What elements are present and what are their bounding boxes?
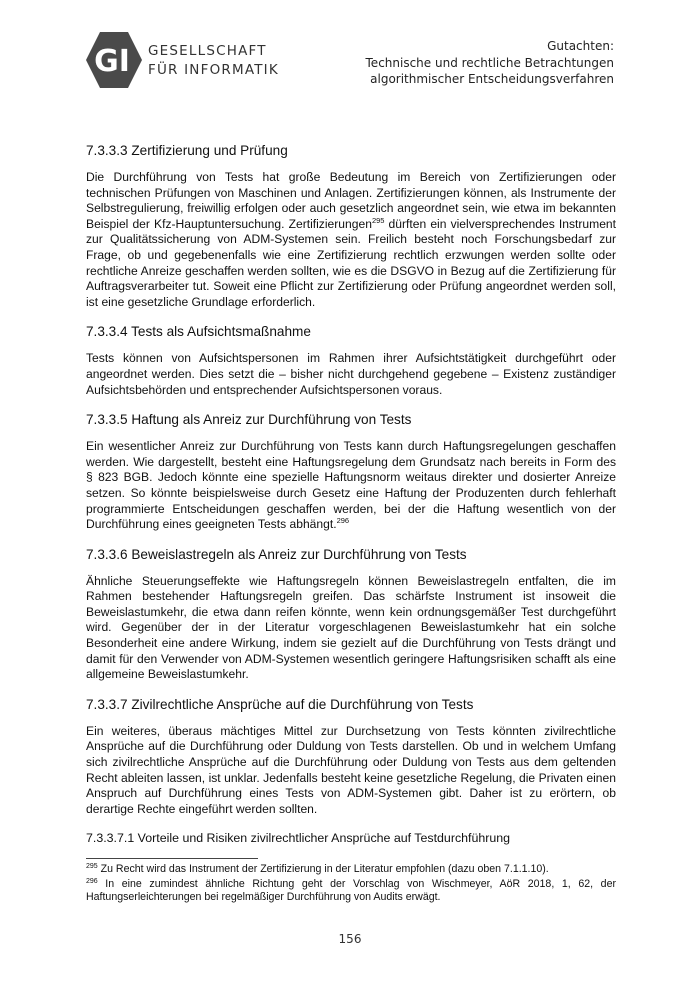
gi-logo-mark [86, 30, 142, 90]
footnote-text: Zu Recht wird das Instrument der Zertifizierung in der Literatur empfohlen (dazu oben 7.1.1.10). [97, 863, 549, 875]
paragraph-zivilrecht: Ein weiteres, überaus mächtiges Mittel zur Durchsetzung von Tests könnten zivilrechtliche Ansprüche auf die Durchführung oder Duldung von Tests darstellen. Ob und in welchem Umfang sich zivilrechtliche Ansprüche auf die Durchführung oder Duldung von Tests aus dem geltenden Recht ableiten lassen, ist unklar. Jedenfalls besteht keine gesetzliche Regelung, die Privaten einen Anspruch auf Durchführung eines Tests von ADM-Systemen gibt. Daher ist zu erörtern, ob derartige Rechte eingeführt werden sollten. [86, 723, 616, 816]
gi-logo [86, 30, 286, 92]
text-run: dürften ein vielversprechendes Instrument zur Qualitätssicherung von ADM-Systemen sein. Freilich besteht noch Forschungsbedarf zur Frage, ob und gegebenenfalls wie eine Zertifizierung rechtlich erzwungen werden sollte oder rechtliche Anreize geschaffen werden sollten, wie es die DSGVO in Bezug auf die Zertifizierung für Auftragsverarbeiter tut. Soweit eine Pflicht zur Zertifizierung oder Prüfung angeordnet werden soll, ist eine gesetzliche Grundlage erforderlich. [86, 216, 617, 309]
heading-7-3-3-7: 7.3.3.7 Zivilrechtliche Ansprüche auf die Durchführung von Tests [86, 696, 474, 712]
footnote-296 [86, 878, 616, 905]
footnote-ref-296: 296 [336, 516, 350, 526]
heading-7-3-3-3: 7.3.3.3 Zertifizierung und Prüfung [86, 143, 288, 158]
page-body [86, 142, 616, 856]
doc-title-line-1: Gutachten: [547, 39, 614, 53]
logo-line-2: FÜR INFORMATIK [148, 62, 279, 78]
page-number: 156 [338, 932, 362, 946]
footnote-number: 295 [86, 863, 98, 870]
paragraph-zertifizierung [86, 170, 616, 310]
gi-logo-wordmark [148, 42, 279, 80]
document-title [366, 38, 614, 88]
text-run: Die Durchführung von Tests hat große Bedeutung im Bereich von Zertifizierungen oder technischen Prüfungen von Maschinen und Anlagen. Zertifizierungen können, als Instrumente der Selbstregulierung, freiwillig erfolgen oder auch gesetzlich angeordnet sein, wie etwa im bekannten Beispiel der Kfz-Hauptuntersuchung. Zertifizierungen [86, 170, 616, 231]
heading-7-3-3-4: 7.3.3.4 Tests als Aufsichtsmaßnahme [86, 324, 311, 340]
doc-title-line-2: Technische und rechtliche Betrachtungen [365, 55, 614, 70]
text-run: Ein wesentlicher Anreiz zur Durchführung von Tests kann durch Haftungsregelungen geschaffen werden. Wie dargestellt, besteht eine Haftungsregelung dem Grundsatz nach bereits in Form des § 823 BGB. Jedoch könnte eine spezielle Haftungsnorm weitaus direkter und dosierter Anreize setzen. So könnte beispielsweise durch Gesetz eine Haftung der Produzenten durch fehlerhaft programmierte Entscheidungen geschaffen werden, bei der die Haftung wesentlich von der Durchführung eines geeigneten Tests abhängt. [86, 439, 616, 532]
paragraph-haftung [86, 439, 616, 533]
heading-7-3-3-6: 7.3.3.6 Beweislastregeln als Anreiz zur Durchführung von Tests [86, 546, 467, 562]
footnote-295 [86, 863, 616, 877]
footnote-separator [86, 858, 258, 859]
footnotes [86, 863, 616, 906]
svg-text:GI: GI [94, 44, 130, 79]
paragraph-aufsicht: Tests können von Aufsichtspersonen im Rahmen ihrer Aufsichtstätigkeit durchgeführt oder angeordnet werden. Dies setzt die – bisher nicht durchgehend gegebene – Existenz zuständiger Aufsichtsbehörden und entsprechender Aufsichtspersonen voraus. [86, 351, 616, 397]
footnote-ref-295: 295 [371, 215, 385, 225]
doc-title-line-3: algorithmischer Entscheidungsverfahren [370, 72, 614, 86]
footnote-number: 296 [86, 877, 98, 885]
heading-7-3-3-5: 7.3.3.5 Haftung als Anreiz zur Durchführung von Tests [86, 412, 412, 428]
paragraph-beweislast: Ähnliche Steuerungseffekte wie Haftungsregeln können Beweislastregeln entfalten, die im Rahmen bestehender Haftungsregeln greifen. Das schärfste Instrument ist insoweit die Beweislastumkehr, die etwa dann reifen könnte, wenn kein ordnungsgemäßer Test durchgeführt wird. Gegenüber der in der Literatur vorgeschlagenen Beweislastumkehr hat ein solche Besonderheit eine andere Wirkung, indem sie gezielt auf die Durchführung von Tests drängt und damit für den Verwender von ADM-Systemen wesentlich geringere Haftungsrisiken schafft als eine allgemeine Beweislastumkehr. [86, 573, 616, 682]
footnote-text: In eine zumindest ähnliche Richtung geht der Vorschlag von Wischmeyer, AöR 2018, 1, 62, der Haftungserleichterungen bei regelmäßiger Durchführung von Audits erwägt. [86, 877, 616, 904]
heading-7-3-3-7-1: 7.3.3.7.1 Vorteile und Risiken zivilrechtlicher Ansprüche auf Testdurchführung [86, 831, 511, 846]
logo-line-1: GESELLSCHAFT [148, 43, 267, 59]
